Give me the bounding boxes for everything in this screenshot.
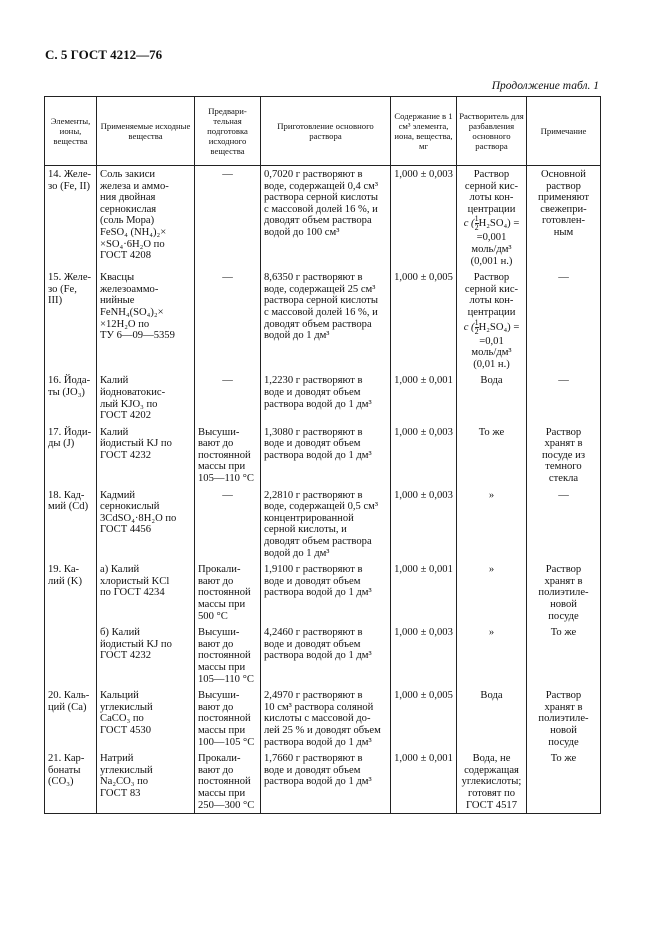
preparation-line: 1,7660 г растворяют в	[264, 753, 363, 765]
note-line: применяют	[538, 192, 589, 204]
substance-line: лый KJO₃ по	[100, 398, 158, 410]
table-row	[45, 687, 601, 750]
pretreatment-line: массы при	[198, 461, 246, 473]
pretreatment-line: постоянной	[198, 587, 251, 599]
preparation-line: доводят объем раствора	[264, 215, 372, 227]
table-row	[45, 372, 601, 423]
substance-line: ГОСТ 4202	[100, 410, 152, 422]
preparation-line: воде и доводят объем	[264, 764, 361, 776]
pretreatment-line: массы при	[198, 787, 246, 799]
preparation-cell	[261, 424, 391, 487]
element-cell	[45, 687, 97, 750]
solvent-line: »	[488, 627, 495, 639]
note-line: хранят в	[544, 575, 583, 587]
solvent-line: Раствор	[473, 169, 510, 180]
solvent-line: Раствор	[473, 272, 510, 284]
substance-line: Кальций	[100, 690, 139, 702]
element-line: ды (J)	[48, 438, 75, 450]
element-cell	[45, 269, 97, 372]
substance-line: Калий	[100, 426, 129, 438]
preparation-cell	[261, 624, 391, 687]
pretreatment-cell: —	[195, 166, 261, 270]
substance-cell	[97, 624, 195, 687]
element-cell	[45, 166, 97, 270]
preparation-cell	[261, 561, 391, 624]
note-line: новой	[550, 724, 577, 736]
preparation-line: 1,9100 г растворяют в	[264, 564, 363, 576]
header-preparation: Приготовление основного раствора	[261, 97, 391, 166]
note-line: —	[558, 489, 569, 501]
element-line: 20. Каль-	[48, 690, 90, 702]
note-line: готовлен-	[541, 215, 586, 227]
preparation-cell	[261, 166, 391, 270]
note-line: посуде	[548, 736, 579, 748]
substance-cell	[97, 269, 195, 372]
preparation-cell	[261, 750, 391, 813]
fraction-denominator: 2	[474, 326, 479, 336]
table-body	[45, 166, 601, 814]
element-cell	[45, 750, 97, 813]
substance-line: (соль Мора)	[100, 215, 155, 227]
table-row	[45, 624, 601, 687]
pretreatment-cell	[195, 424, 261, 487]
preparation-line: водой до 1 дм³	[264, 330, 330, 342]
concentration-formula	[460, 215, 523, 232]
preparation-line: воде и доводят объем	[264, 638, 361, 650]
note-cell	[527, 166, 601, 270]
formula-tail: H₂SO₄) =	[478, 321, 520, 333]
preparation-line: 4,2460 г растворяют в	[264, 627, 363, 639]
substance-line: нийные	[100, 295, 135, 307]
pretreatment-line: постоянной	[198, 776, 251, 788]
pretreatment-cell: —	[195, 487, 261, 562]
note-line: хранят в	[544, 438, 583, 450]
pretreatment-line: 500 °С	[198, 610, 228, 622]
formula-prefix: c (	[463, 321, 475, 333]
pretreatment-line: вают до	[198, 438, 234, 450]
solvent-line: серной кис-	[464, 283, 519, 295]
note-line: ным	[553, 226, 574, 238]
substance-line: ТУ 6—09—5359	[100, 330, 175, 342]
element-line: (CO₃)	[48, 776, 74, 788]
solvent-cell	[457, 424, 527, 487]
preparation-line: доводят объем раствора	[264, 318, 372, 330]
pretreatment-line: массы при	[198, 724, 246, 736]
content-cell: 1,000 ± 0,005	[391, 687, 457, 750]
preparation-line: раствора серной кислоты	[264, 192, 379, 204]
element-cell	[45, 487, 97, 562]
note-line: свежепри-	[540, 203, 587, 215]
element-line: зо (Fe, II)	[48, 180, 91, 192]
preparation-line: раствора водой до 1 дм³	[264, 449, 372, 461]
table-row	[45, 750, 601, 813]
substance-cell	[97, 424, 195, 487]
preparation-line: 1,3080 г растворяют в	[264, 426, 363, 438]
header-content: Содержание в 1 см³ элемента, иона, вещества, мг	[391, 97, 457, 166]
preparation-line: 8,6350 г растворяют в	[264, 272, 363, 284]
element-cell	[45, 561, 97, 624]
substance-line: Na₂CO₃ по	[100, 776, 149, 788]
header-elements: Элементы, ионы, вещества	[45, 97, 97, 166]
substance-line: Кадмий	[100, 489, 136, 501]
substance-line: ГОСТ 4232	[100, 449, 152, 461]
substance-line: Соль закиси	[100, 169, 156, 180]
substance-line: 3CdSO₄·8H₂O по	[100, 512, 177, 524]
element-line: зо (Fe, III)	[48, 283, 77, 307]
preparation-cell	[261, 487, 391, 562]
solvent-line: серной кис-	[464, 180, 519, 192]
table-header-row	[45, 97, 601, 166]
table-row	[45, 166, 601, 270]
element-cell	[45, 624, 97, 687]
content-cell: 1,000 ± 0,003	[391, 624, 457, 687]
preparation-line: серной кислоты, и	[264, 524, 347, 536]
substance-line: йодноватокис-	[100, 386, 166, 398]
solvent-tail-line: (0,01 н.)	[473, 358, 510, 370]
preparation-line: 2,4970 г растворяют в	[264, 690, 363, 702]
substance-line: железоаммо-	[100, 283, 159, 295]
element-line: бонаты	[48, 764, 81, 776]
preparation-line: водой до 1 дм³	[264, 547, 330, 559]
pretreatment-line: Прокали-	[198, 753, 241, 765]
element-cell	[45, 424, 97, 487]
fraction-numerator: 1	[474, 317, 479, 327]
solvent-cell	[457, 487, 527, 562]
note-line: хранят в	[544, 701, 583, 713]
content-cell: 1,000 ± 0,003	[391, 424, 457, 487]
pretreatment-line: Прокали-	[198, 564, 241, 576]
preparation-line: с массовой долей 16 %, и	[264, 203, 378, 215]
solvent-cell	[457, 561, 527, 624]
preparation-line: лей 25 % и доводят объем	[264, 724, 381, 736]
formula-prefix: c (	[463, 218, 475, 230]
pretreatment-line: 105—110 °С	[198, 473, 254, 485]
substance-line: б) Калий	[100, 627, 140, 639]
preparation-line: раствора водой до 1 дм³	[264, 398, 372, 410]
note-line: То же	[550, 627, 577, 639]
content-cell: 1,000 ± 0,003	[391, 487, 457, 562]
note-line: Раствор	[545, 426, 582, 438]
solvent-line: углекислоты;	[461, 776, 522, 788]
pretreatment-cell	[195, 624, 261, 687]
preparation-line: с массовой долей 16 %, и	[264, 306, 378, 318]
formula-tail: H₂SO₄) =	[478, 218, 520, 230]
element-line: 15. Желе-	[48, 272, 92, 284]
preparation-cell	[261, 372, 391, 423]
reagents-table	[44, 96, 601, 814]
preparation-line: концентрированной	[264, 512, 354, 524]
solvent-line: Вода, не	[472, 753, 511, 765]
pretreatment-line: постоянной	[198, 449, 251, 461]
substance-line: углекислый	[100, 764, 153, 776]
content-cell: 1,000 ± 0,005	[391, 269, 457, 372]
preparation-line: воде, содержащей 0,4 см³	[264, 180, 379, 192]
table-continuation-label: Продолжение табл. 1	[491, 80, 599, 92]
pretreatment-line: Высуши-	[198, 627, 240, 639]
preparation-line: воде и доводят объем	[264, 386, 361, 398]
preparation-line: воде и доводят объем	[264, 438, 361, 450]
pretreatment-line: 100—105 °С	[198, 736, 255, 748]
preparation-line: 0,7020 г растворяют в	[264, 169, 363, 180]
pretreatment-line: массы при	[198, 599, 246, 610]
solvent-line: »	[488, 564, 495, 576]
substance-line: по ГОСТ 4234	[100, 587, 165, 599]
substance-line: ГОСТ 4208	[100, 250, 152, 262]
note-line: раствор	[546, 180, 581, 192]
substance-line: Калий	[100, 375, 129, 387]
preparation-line: 1,2230 г растворяют в	[264, 375, 363, 387]
note-line: —	[558, 375, 569, 387]
preparation-line: раствора водой до 1 дм³	[264, 736, 372, 748]
element-line: 19. Ка-	[48, 564, 80, 576]
note-line: новой	[550, 599, 577, 610]
pretreatment-line: вают до	[198, 764, 234, 776]
substance-line: а) Калий	[100, 564, 140, 576]
note-cell	[527, 269, 601, 372]
header-pretreatment: Предвари-тельная подготовка исходного вещества	[195, 97, 261, 166]
pretreatment-cell	[195, 750, 261, 813]
substance-cell	[97, 166, 195, 270]
preparation-line: кислоты с массовой до-	[264, 713, 371, 725]
content-cell: 1,000 ± 0,001	[391, 561, 457, 624]
preparation-line: воде, содержащей 0,5 см³	[264, 501, 379, 513]
note-cell	[527, 561, 601, 624]
note-cell	[527, 750, 601, 813]
solvent-line: То же	[478, 426, 505, 438]
solvent-cell	[457, 269, 527, 372]
element-line: ций (Ca)	[48, 701, 87, 713]
substance-line: ГОСТ 83	[100, 787, 141, 799]
element-line: ты (JO₃)	[48, 386, 85, 398]
fraction-denominator: 2	[474, 223, 479, 233]
header-solvent: Растворитель для разбавления основного раствора	[457, 97, 527, 166]
note-cell	[527, 487, 601, 562]
element-line: 18. Кад-	[48, 489, 85, 501]
preparation-line: доводят объем раствора	[264, 536, 372, 548]
element-line: мий (Cd)	[48, 501, 89, 513]
preparation-cell	[261, 269, 391, 372]
solvent-tail-line: (0,001 н.)	[470, 255, 513, 267]
substance-line: йодистый KJ по	[100, 438, 172, 450]
pretreatment-line: вают до	[198, 575, 234, 587]
pretreatment-line: 105—110 °С	[198, 673, 254, 685]
solvent-line: лоты кон-	[469, 295, 514, 307]
note-cell	[527, 372, 601, 423]
substance-line: сернокислая	[100, 203, 157, 215]
solvent-tail-line: моль/дм³	[471, 243, 512, 255]
substance-line: ГОСТ 4530	[100, 724, 152, 736]
solvent-line: Вода	[480, 690, 503, 702]
note-line: Раствор	[545, 690, 582, 702]
note-cell	[527, 624, 601, 687]
element-line: 14. Желе-	[48, 169, 92, 180]
page-header: С. 5 ГОСТ 4212—76	[45, 47, 163, 62]
solvent-cell	[457, 750, 527, 813]
substance-line: ния двойная	[100, 192, 156, 204]
solvent-line: центрации	[467, 203, 516, 215]
substance-line: ГОСТ 4232	[100, 650, 152, 662]
solvent-cell	[457, 624, 527, 687]
note-line: полиэтиле-	[538, 587, 589, 599]
preparation-line: воде и доводят объем	[264, 575, 361, 587]
pretreatment-line: вают до	[198, 638, 234, 650]
pretreatment-line: Высуши-	[198, 426, 240, 438]
substance-cell	[97, 372, 195, 423]
content-cell: 1,000 ± 0,003	[391, 166, 457, 270]
note-line: —	[558, 272, 569, 284]
substance-cell	[97, 487, 195, 562]
solvent-cell	[457, 166, 527, 270]
preparation-line: раствора серной кислоты	[264, 295, 379, 307]
table-row	[45, 561, 601, 624]
solvent-line: готовят по	[467, 787, 515, 799]
note-line: Раствор	[545, 564, 582, 576]
table-row	[45, 269, 601, 372]
substance-cell	[97, 687, 195, 750]
substance-line: ГОСТ 4456	[100, 524, 152, 536]
pretreatment-line: массы при	[198, 661, 246, 673]
solvent-line: »	[488, 489, 495, 501]
substance-line: CaCO₃ по	[100, 713, 144, 725]
note-line: стекла	[548, 473, 579, 485]
pretreatment-line: постоянной	[198, 650, 251, 662]
substance-cell	[97, 561, 195, 624]
note-line: полиэтиле-	[538, 713, 589, 725]
solvent-cell	[457, 372, 527, 423]
solvent-line: содержащая	[464, 764, 519, 776]
note-line: посуде	[548, 610, 579, 622]
content-cell: 1,000 ± 0,001	[391, 750, 457, 813]
preparation-line: раствора водой до 1 дм³	[264, 587, 372, 599]
solvent-tail-line: =0,01	[479, 335, 504, 347]
header-substances: Применяемые исходные вещества	[97, 97, 195, 166]
substance-line: сернокислый	[100, 501, 160, 513]
substance-line: FeSO₄ (NH₄)₂×	[100, 226, 167, 238]
pretreatment-cell: —	[195, 269, 261, 372]
note-line: посуде из	[541, 449, 586, 461]
note-line: Основной	[541, 169, 586, 180]
pretreatment-line: вают до	[198, 701, 234, 713]
element-cell	[45, 372, 97, 423]
pretreatment-line: постоянной	[198, 713, 251, 725]
pretreatment-cell	[195, 687, 261, 750]
solvent-line: Вода	[480, 375, 503, 387]
substance-line: углекислый	[100, 701, 153, 713]
fraction-numerator: 1	[474, 214, 479, 224]
substance-line: FeNH₄(SO₄)₂×	[100, 306, 164, 318]
substance-line: железа и аммо-	[100, 180, 169, 192]
preparation-line: раствора водой до 1 дм³	[264, 650, 372, 662]
preparation-line: 10 см³ раствора соляной	[264, 701, 374, 713]
substance-line: йодистый KJ по	[100, 638, 172, 650]
solvent-line: лоты кон-	[469, 192, 514, 204]
table-row	[45, 487, 601, 562]
solvent-line: ГОСТ 4517	[465, 799, 517, 811]
preparation-line: раствора водой до 1 дм³	[264, 776, 372, 788]
element-line: лий (K)	[48, 575, 82, 587]
table-row	[45, 424, 601, 487]
solvent-cell	[457, 687, 527, 750]
substance-line: ×12H₂O по	[100, 318, 150, 330]
note-cell	[527, 687, 601, 750]
pretreatment-line: Высуши-	[198, 690, 240, 702]
pretreatment-cell	[195, 561, 261, 624]
substance-cell	[97, 750, 195, 813]
content-cell: 1,000 ± 0,001	[391, 372, 457, 423]
preparation-line: воде, содержащей 25 см³	[264, 283, 376, 295]
substance-line: Квасцы	[100, 272, 135, 284]
solvent-line: центрации	[467, 306, 516, 318]
solvent-tail-line: моль/дм³	[471, 347, 512, 359]
note-cell	[527, 424, 601, 487]
preparation-line: 2,2810 г растворяют в	[264, 489, 363, 501]
note-line: темного	[545, 461, 582, 473]
substance-line: Натрий	[100, 753, 134, 765]
substance-line: ×SO₄·6H₂O по	[100, 238, 165, 250]
substance-line: хлористый KCl	[100, 575, 170, 587]
element-line: 16. Йода-	[48, 375, 91, 387]
element-line: 17. Йоди-	[48, 426, 92, 438]
pretreatment-line: 250—300 °С	[198, 799, 255, 811]
element-line: 21. Кар-	[48, 753, 85, 765]
header-note: Примечание	[527, 97, 601, 166]
concentration-formula	[460, 319, 523, 336]
preparation-line: водой до 100 см³	[264, 226, 340, 238]
solvent-tail-line: =0,001	[476, 232, 507, 244]
pretreatment-cell: —	[195, 372, 261, 423]
preparation-cell	[261, 687, 391, 750]
note-line: То же	[550, 753, 577, 765]
